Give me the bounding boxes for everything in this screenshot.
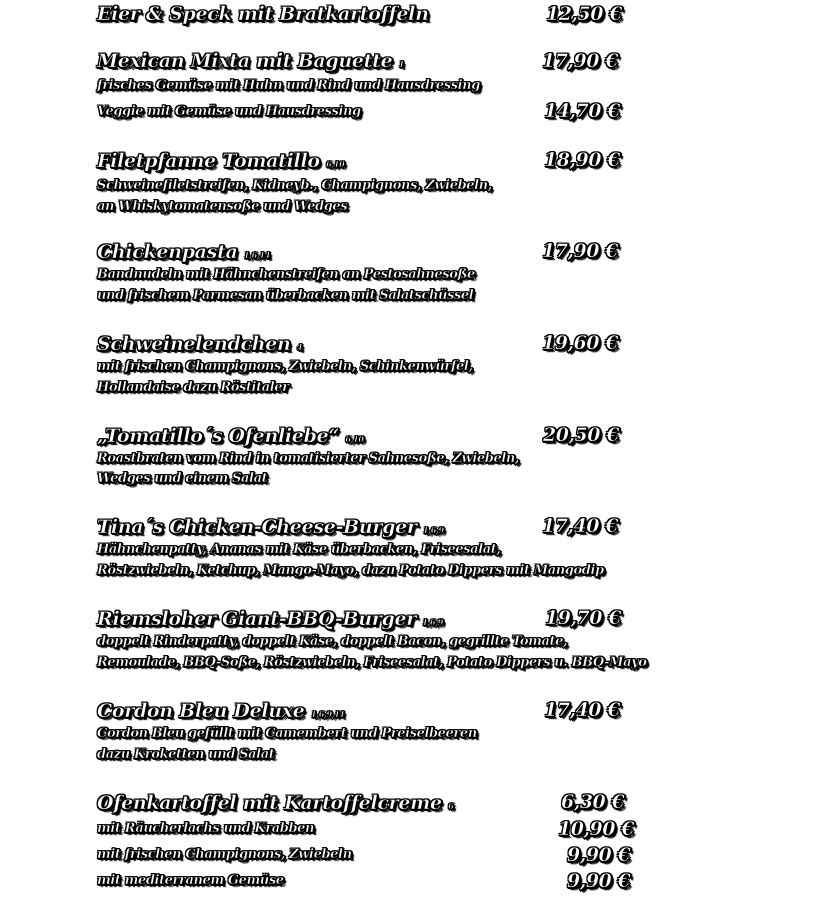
menu-item-title: Chickenpasta 1,6,14 [97, 241, 270, 263]
menu-item-title: „Tomatillo´s Ofenliebe“ 6,10 [97, 425, 364, 447]
menu-item-price: 18,90 € [544, 149, 620, 171]
menu-item-description: doppelt Rinderpatty, doppelt Käse, doppelt Bacon, gegrillte Tomate, [97, 634, 568, 649]
menu-item-title: Ofenkartoffel mit Kartoffelcreme 6 [97, 792, 454, 814]
menu-item-price: 6,30 € [561, 791, 625, 813]
allergen-codes: 6 [448, 801, 454, 811]
menu-item-title: Riemsloher Giant-BBQ-Burger 1,6,9 [97, 608, 444, 630]
menu-item-title: mit frischen Champignons, Zwiebeln [97, 847, 352, 862]
menu-item-title: Cordon Bleu Deluxe 1,6,9,11 [97, 700, 345, 722]
allergen-codes: 1,6,9 [422, 617, 444, 627]
allergen-codes: 1,6,14 [243, 250, 270, 260]
menu-item-description: Roastbraten vom Rind in tomatisierter Sahnesoße, Zwiebeln, [97, 451, 520, 466]
allergen-codes: 1,6,9,11 [310, 709, 345, 719]
allergen-codes: 1,6,9 [422, 525, 444, 535]
menu-item-price: 17,90 € [542, 240, 618, 262]
menu-item-price: 12,50 € [546, 3, 622, 25]
menu-item-title: Schweinelendchen 4 [97, 333, 303, 355]
menu-item-description: Remoulade, BBQ-Soße, Röstzwiebeln, Friseesalat, Potato Dippers u. BBQ-Mayo [97, 655, 647, 670]
menu-item-price: 17,40 € [544, 699, 620, 721]
menu-item-description: Hähnchenpatty, Ananas mit Käse überbacken, Friseesalat, [97, 542, 501, 557]
menu-item-description: frisches Gemüse mit Huhn und Rind und Hausdressing [97, 78, 480, 93]
menu-item-price: 17,90 € [542, 50, 618, 72]
menu-item-title: mit Räucherlachs und Krabben [97, 821, 315, 836]
menu-item-price: 19,60 € [542, 332, 618, 354]
menu-item-price: 14,70 € [544, 100, 620, 122]
menu-item-description: an Whiskytomatensoße und Wedges [97, 199, 348, 214]
allergen-codes: 1 [398, 59, 404, 69]
menu-item-price: 17,40 € [542, 515, 618, 537]
menu-item-description: mit frischen Champignons, Zwiebeln, Schinkenwürfel, [97, 359, 473, 374]
menu-item-title: mit mediterranem Gemüse [97, 873, 284, 888]
menu-item-price: 20,50 € [543, 424, 619, 446]
menu-item-price: 19,70 € [545, 607, 621, 629]
menu-item-description: Bandnudeln mit Hähnchenstreifen an Pestosahnesoße [97, 267, 475, 282]
menu-item-description: dazu Kroketten und Salat [97, 747, 275, 762]
menu-item-description: Wedges und einem Salat [97, 471, 268, 486]
menu-item-price: 9,90 € [567, 844, 631, 866]
menu-item-description: Hollandaise dazu Röstitaler [97, 380, 289, 395]
menu-item-title: Veggie mit Gemüse und Hausdressing [97, 104, 361, 119]
menu-item-price: 9,90 € [567, 870, 631, 892]
allergen-codes: 6,10 [326, 159, 345, 169]
menu-item-title: Tina´s Chicken-Cheese-Burger 1,6,9 [97, 516, 444, 538]
menu-item-title: Filetpfanne Tomatillo 6,10 [97, 150, 345, 172]
menu-item-description: Schweinefiletstreifen, Kidneyb., Champignons, Zwiebeln, [97, 178, 492, 193]
allergen-codes: 4 [296, 342, 303, 352]
menu-item-title: Mexican Mixta mit Baguette 1 [97, 50, 404, 72]
menu-item-price: 10,90 € [558, 818, 634, 840]
menu-item-description: und frischem Parmesan überbacken mit Salatschüssel [97, 288, 474, 303]
menu-item-description: Cordon Bleu gefüllt mit Camembert und Preiselbeeren [97, 726, 477, 741]
menu-item-title: Eier & Speck mit Bratkartoffeln [97, 3, 429, 25]
allergen-codes: 6,10 [345, 434, 364, 444]
menu-item-description: Röstzwiebeln, Ketchup, Mango-Mayo, dazu Potato Dippers mit Mangodip [97, 563, 604, 578]
